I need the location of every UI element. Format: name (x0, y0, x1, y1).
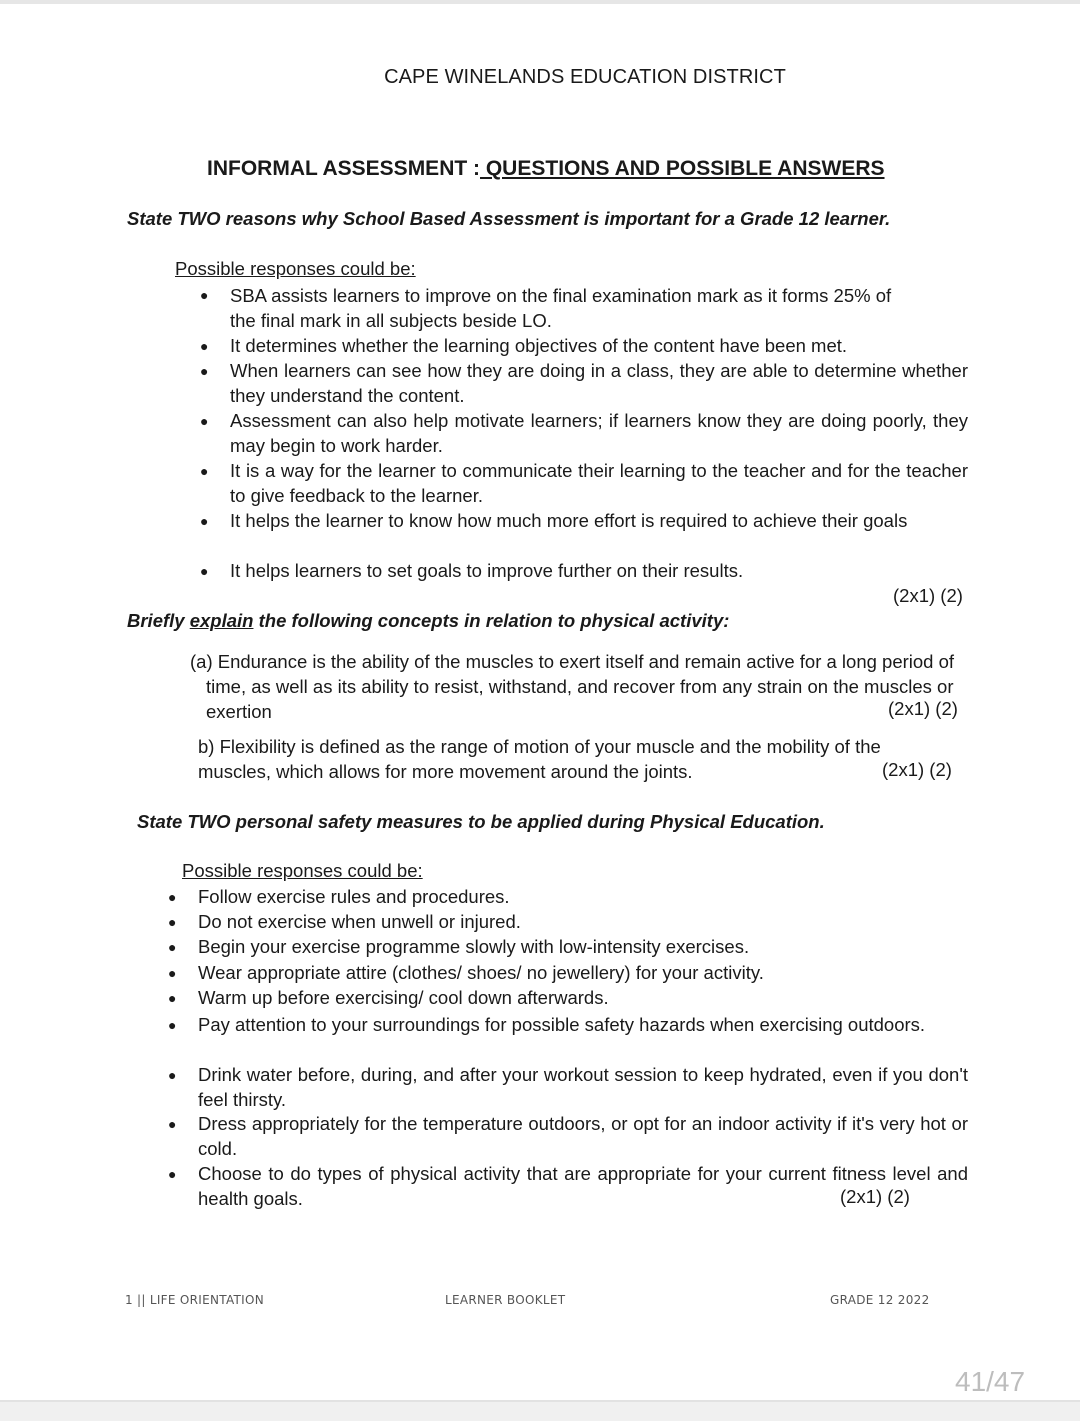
q3-answer-5: Warm up before exercising/ cool down afterwards. (198, 987, 609, 1008)
q3-answer-6: Pay attention to your surroundings for possible safety hazards when exercising outdoors. (198, 1014, 926, 1035)
q3-answer-2: Do not exercise when unwell or injured. (198, 911, 521, 932)
q1-answer-2: It determines whether the learning objectives of the content have been met. (230, 335, 848, 356)
q2-a-marks: (2x1) (2) (888, 698, 958, 719)
bullet-icon: ● (168, 1067, 177, 1083)
footer-booklet: LEARNER BOOKLET (445, 1293, 566, 1307)
q1-answer-5: It is a way for the learner to communicate their learning to the teacher and for the teacher to give feedback to the learner. (230, 460, 968, 506)
bullet-icon: ● (168, 939, 177, 955)
q2-answer-b: b) Flexibility is defined as the range of motion of your muscle and the mobility of the muscles, which allows for more movement around the joints. (198, 736, 881, 782)
bullet-icon: ● (200, 287, 209, 303)
q3-answer-7: Drink water before, during, and after your workout session to keep hydrated, even if you don't feel thirsty. (198, 1064, 968, 1110)
bullet-icon: ● (168, 914, 177, 930)
page-indicator: 41/47 (955, 1366, 1026, 1397)
q2-suffix: the following concepts in relation to physical activity: (253, 610, 730, 631)
bullet-icon: ● (168, 1017, 177, 1033)
bullet-icon: ● (168, 889, 177, 905)
q2-answer-a: (a) Endurance is the ability of the muscles to exert itself and remain active for a long period of time, as well as its ability to resist, withstand, and recover from any strain on the muscles or exertion (190, 651, 955, 722)
title-underlined: QUESTIONS AND POSSIBLE ANSWERS (480, 157, 885, 180)
question-3: State TWO personal safety measures to be applied during Physical Education. (137, 811, 825, 832)
bullet-icon: ● (168, 1166, 177, 1182)
q2-prefix: Briefly (127, 610, 190, 631)
q1-answer-6: It helps the learner to know how much more effort is required to achieve their goals (230, 510, 908, 531)
footer-page-subject: 1 || LIFE ORIENTATION (125, 1293, 265, 1307)
viewer-top-border (0, 0, 1080, 4)
bullet-icon: ● (200, 463, 209, 479)
bullet-icon: ● (200, 563, 209, 579)
bullet-icon: ● (200, 363, 209, 379)
q1-answer-4: Assessment can also help motivate learners; if learners know they are doing poorly, they may begin to work harder. (230, 410, 968, 456)
question-1: State TWO reasons why School Based Assessment is important for a Grade 12 learner. (127, 208, 891, 229)
q2-underlined-word: explain (189, 610, 254, 631)
q3-answer-1: Follow exercise rules and procedures. (198, 886, 510, 907)
q3-answer-3: Begin your exercise programme slowly with low-intensity exercises. (198, 936, 750, 957)
bullet-icon: ● (168, 965, 177, 981)
q3-answer-8: Dress appropriately for the temperature outdoors, or opt for an indoor activity if it's very hot or cold. (198, 1113, 968, 1159)
question-2 (127, 610, 729, 632)
q3-answer-4: Wear appropriate attire (clothes/ shoes/ no jewellery) for your activity. (198, 962, 764, 983)
title-prefix: INFORMAL ASSESSMENT : (207, 157, 481, 180)
footer-grade-year: GRADE 12 2022 (830, 1293, 930, 1307)
bullet-icon: ● (200, 513, 209, 529)
q1-responses-label: Possible responses could be: (175, 258, 416, 279)
q3-responses-label: Possible responses could be: (182, 860, 423, 881)
bullet-icon: ● (200, 338, 209, 354)
q1-marks: (2x1) (2) (893, 585, 963, 606)
q2-b-marks: (2x1) (2) (876, 759, 952, 781)
q3-marks: (2x1) (2) (840, 1186, 910, 1207)
q1-answer-7: It helps learners to set goals to improve further on their results. (230, 560, 744, 581)
bullet-icon: ● (200, 413, 209, 429)
bullet-icon: ● (168, 1116, 177, 1132)
q1-answer-3: When learners can see how they are doing in a class, they are able to determine whether they understand the content. (230, 360, 968, 406)
bullet-icon: ● (168, 990, 177, 1006)
district-header: CAPE WINELANDS EDUCATION DISTRICT (384, 66, 786, 88)
q3-answer-9: Choose to do types of physical activity that are appropriate for your current fitness level and health goals. (198, 1163, 968, 1209)
q1-answer-1: SBA assists learners to improve on the final examination mark as it forms 25% of the final mark in all subjects beside LO. (230, 285, 892, 331)
page-title (207, 157, 885, 181)
viewer-bottom-bar (0, 1400, 1080, 1421)
